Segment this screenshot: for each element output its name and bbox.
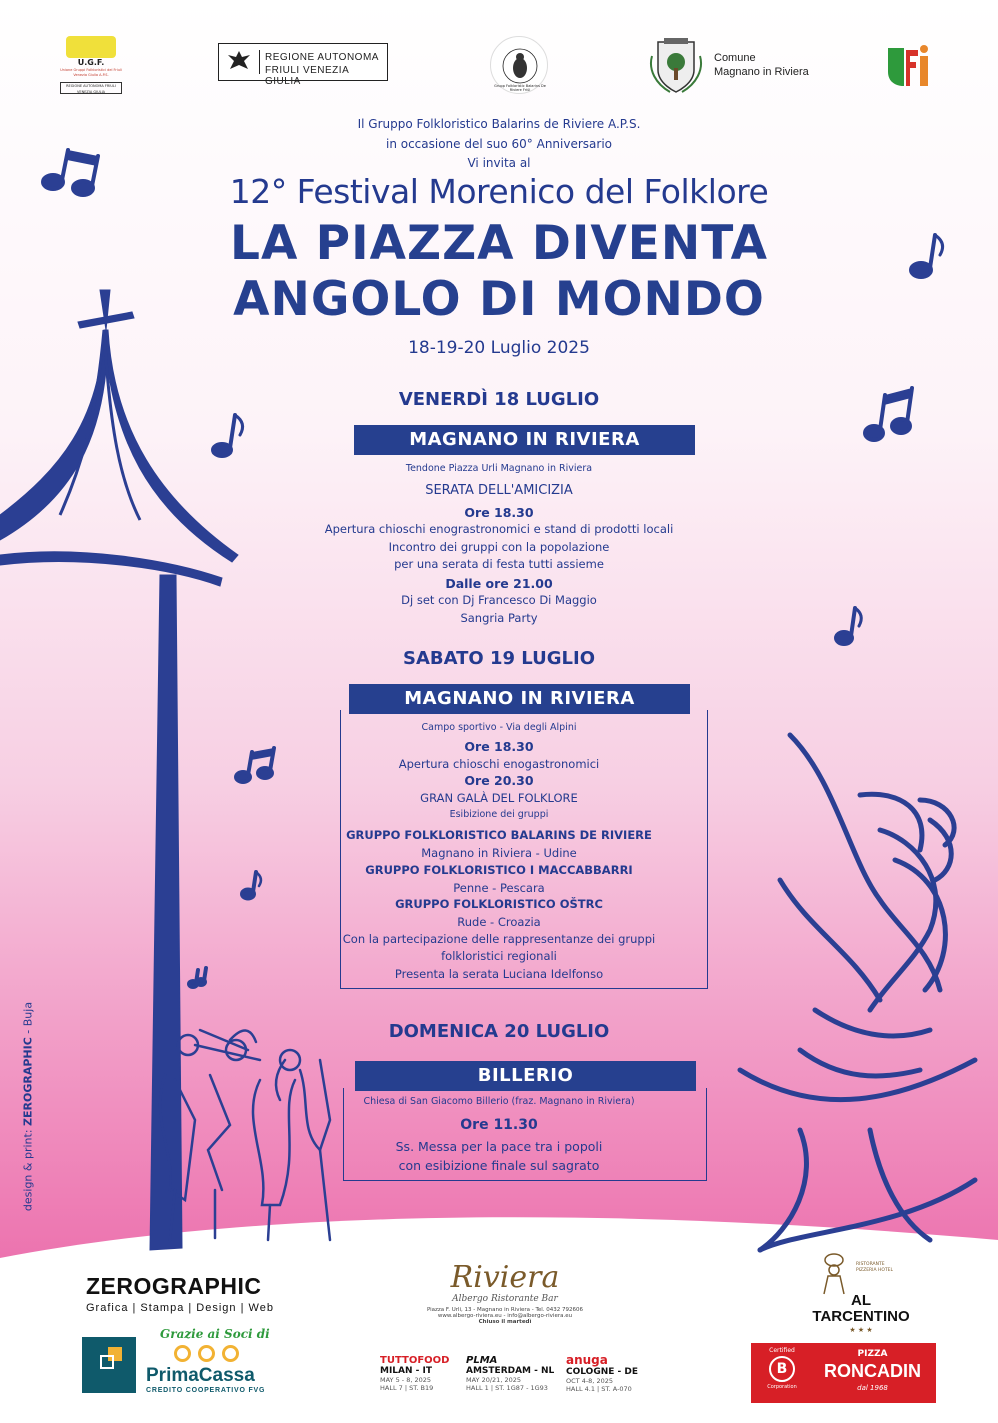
riviera-subtitle: Albergo Ristorante Bar — [452, 1294, 558, 1304]
fi-logo — [886, 42, 930, 88]
intro-line-1: Il Gruppo Folkloristico Balarins de Riviere A.P.S. — [357, 117, 641, 131]
ccc-circle-icon — [174, 1345, 191, 1362]
fair-tuttofood — [380, 1355, 464, 1392]
day-1-place-band: MAGNANO IN RIVIERA — [354, 425, 695, 455]
ugf-logo — [62, 34, 120, 96]
primacassa-logo — [82, 1327, 292, 1397]
ccc-circle-icon — [198, 1345, 215, 1362]
group-seal — [490, 36, 548, 94]
fair-city: AMSTERDAM - NL — [466, 1366, 555, 1376]
tarcentino-stars: ★ ★ ★ — [849, 1326, 873, 1334]
zerographic-tagline: Grafica | Stampa | Design | Web — [86, 1302, 274, 1314]
design-credit-brand: ZEROGRAPHIC — [21, 1037, 35, 1126]
day-3-line-1: Ss. Messa per la pace tra i popoli — [395, 1139, 603, 1154]
day-2-group-1: GRUPPO FOLKLORISTICO BALARINS DE RIVIERE — [346, 828, 652, 842]
day-1-time-2: Dalle ore 21.00 — [445, 576, 553, 591]
festival-title: 12° Festival Morenico del Folklore — [229, 172, 769, 211]
riviera-name: Riviera — [450, 1260, 560, 1295]
primacassa-square-outline-icon — [100, 1355, 114, 1369]
riviera-logo — [400, 1262, 610, 1330]
group-seal-text: Grupp Folkloristic Balarins De Riviere Friûl — [494, 84, 546, 92]
tarcentino-logo — [796, 1252, 926, 1336]
comune-logo — [648, 36, 828, 96]
ccc-circle-icon — [222, 1345, 239, 1362]
ugf-emblem — [66, 36, 116, 58]
day-3-time-1: Ore 11.30 — [460, 1117, 538, 1133]
fair-date: MAY 5 - 8, 2025 — [380, 1376, 432, 1384]
chef-icon — [814, 1252, 854, 1296]
day-1-line-4: Dj set con Dj Francesco Di Maggio — [401, 593, 597, 607]
fair-brand: PLMA — [466, 1355, 498, 1366]
day-1-line-2: Incontro dei gruppi con la popolazione — [388, 540, 610, 554]
fair-anuga — [566, 1353, 656, 1393]
day-3-heading: DOMENICA 20 LUGLIO — [388, 1021, 610, 1042]
headline-line-2: ANGOLO DI MONDO — [233, 272, 765, 327]
day-1-line-3: per una serata di festa tutti assieme — [394, 557, 604, 571]
fair-brand: anuga — [566, 1353, 608, 1367]
riviera-closed: Chiuso il martedì — [478, 1319, 532, 1325]
ugf-name: U.G.F. — [77, 58, 105, 67]
day-2-line-3: folkloristici regionali — [441, 949, 557, 963]
bcorp-bottom: Corporation — [767, 1384, 797, 1390]
zerographic-logo — [86, 1273, 291, 1314]
fair-city: COLOGNE - DE — [566, 1367, 639, 1377]
day-1-heading: VENERDÌ 18 LUGLIO — [398, 389, 600, 410]
design-credit — [22, 977, 35, 1237]
festival-dates: 18-19-20 Luglio 2025 — [408, 338, 590, 358]
comune-line1: Comune — [714, 52, 756, 64]
day-2-group-1-location: Magnano in Riviera - Udine — [421, 846, 577, 860]
coat-of-arms-icon — [648, 36, 704, 96]
fair-brand: TUTTOFOOD — [380, 1355, 450, 1366]
day-3-location: Chiesa di San Giacomo Billerio (fraz. Magnano in Riviera) — [363, 1096, 635, 1107]
fair-city: MILAN - IT — [380, 1366, 433, 1376]
primacassa-subtitle: CREDITO COOPERATIVO FVG — [146, 1387, 266, 1394]
primacassa-thanks: Grazie ai Soci di — [160, 1327, 270, 1341]
day-2-time-1: Ore 18.30 — [464, 739, 534, 754]
day-2-group-2-location: Penne - Pescara — [453, 881, 545, 895]
bcorp-top: Certified — [769, 1347, 795, 1354]
day-1-event: SERATA DELL'AMICIZIA — [425, 483, 573, 498]
fi-logo-icon — [886, 42, 930, 88]
region-logo — [218, 43, 388, 87]
region-line1: REGIONE AUTONOMA — [265, 52, 379, 63]
fair-hall: HALL 4.1 | ST. A-070 — [566, 1385, 632, 1393]
comune-line2: Magnano in Riviera — [714, 66, 809, 78]
roncadin-name: RONCADIN — [824, 1361, 921, 1381]
day-2-line-4: Presenta la serata Luciana Idelfonso — [394, 967, 604, 981]
ugf-region: REGIONE AUTONOMA FRIULI VENEZIA GIULIA — [60, 82, 122, 94]
bcorp-badge — [759, 1347, 805, 1399]
intro-line-2: in occasione del suo 60° Anniversario — [385, 137, 612, 151]
intro-line-3: Vi invita al — [467, 156, 531, 170]
roncadin-pizza: PIZZA — [857, 1349, 888, 1359]
day-2-group-3-location: Rude - Croazia — [457, 915, 541, 929]
bcorp-b-icon: B — [769, 1356, 795, 1382]
design-credit-prefix: design & print: — [21, 1125, 35, 1212]
day-2-group-2: GRUPPO FOLKLORISTICO I MACCABBARRI — [365, 863, 633, 877]
day-2-heading: SABATO 19 LUGLIO — [403, 648, 595, 669]
headline-line-1: LA PIAZZA DIVENTA — [230, 216, 768, 271]
day-3-place-band: BILLERIO — [355, 1061, 696, 1091]
day-2-event: GRAN GALÀ DEL FOLKLORE — [420, 791, 578, 805]
day-2-line-2: Con la partecipazione delle rappresentanze dei gruppi — [342, 932, 656, 946]
fair-hall: HALL 7 | ST. B19 — [380, 1384, 434, 1392]
tarcentino-al: AL — [851, 1292, 871, 1309]
fair-date: MAY 20/21, 2025 — [466, 1376, 521, 1384]
tarcentino-name: TARCENTINO — [812, 1308, 910, 1325]
day-1-time-1: Ore 18.30 — [464, 505, 534, 520]
day-2-place-band: MAGNANO IN RIVIERA — [349, 684, 690, 714]
zerographic-name: ZEROGRAPHIC — [86, 1273, 262, 1299]
riviera-address: Piazza F. Urli, 13 - Magnano in Riviera - Tel. 0432 792606 — [426, 1307, 584, 1313]
ugf-caption: Unione Gruppi Folkloristici del Friuli Venezia Giulia A.P.S. — [60, 68, 122, 77]
region-line2: FRIULI VENEZIA GIULIA — [265, 65, 349, 87]
primacassa-emblem — [82, 1337, 136, 1393]
fair-hall: HALL 1 | ST. 1G87 - 1G93 — [466, 1384, 548, 1392]
fair-date: OCT 4-8, 2025 — [566, 1377, 613, 1385]
roncadin-logo — [751, 1343, 936, 1403]
day-3-line-2: con esibizione finale sul sagrato — [398, 1158, 600, 1173]
day-1-location: Tendone Piazza Urli Magnano in Riviera — [405, 463, 593, 474]
eagle-icon — [224, 47, 254, 77]
day-1-line-1: Apertura chioschi enograstronomici e stand di prodotti locali — [324, 522, 674, 536]
roncadin-since: dal 1968 — [857, 1384, 888, 1392]
primacassa-name: PrimaCassa — [146, 1365, 255, 1386]
musicians-illustration — [160, 1030, 330, 1240]
day-2-time-2: Ore 20.30 — [464, 773, 534, 788]
riviera-web: www.albergo-riviera.eu - info@albergo-riviera.eu — [437, 1313, 573, 1319]
day-2-location: Campo sportivo - Via degli Alpini — [421, 722, 577, 733]
primacassa-circles — [174, 1345, 239, 1366]
day-2-subtitle: Esibizione dei gruppi — [449, 809, 549, 820]
day-1-line-5: Sangria Party — [460, 611, 538, 625]
day-2-group-3: GRUPPO FOLKLORISTICO OŠTRC — [395, 897, 603, 911]
region-divider — [259, 50, 260, 74]
design-credit-suffix: - Buja — [21, 1001, 35, 1038]
fair-plma — [466, 1355, 562, 1392]
day-2-line-1: Apertura chioschi enogastronomici — [398, 757, 600, 771]
tarcentino-top: RISTORANTE PIZZERIA HOTEL — [856, 1262, 894, 1273]
